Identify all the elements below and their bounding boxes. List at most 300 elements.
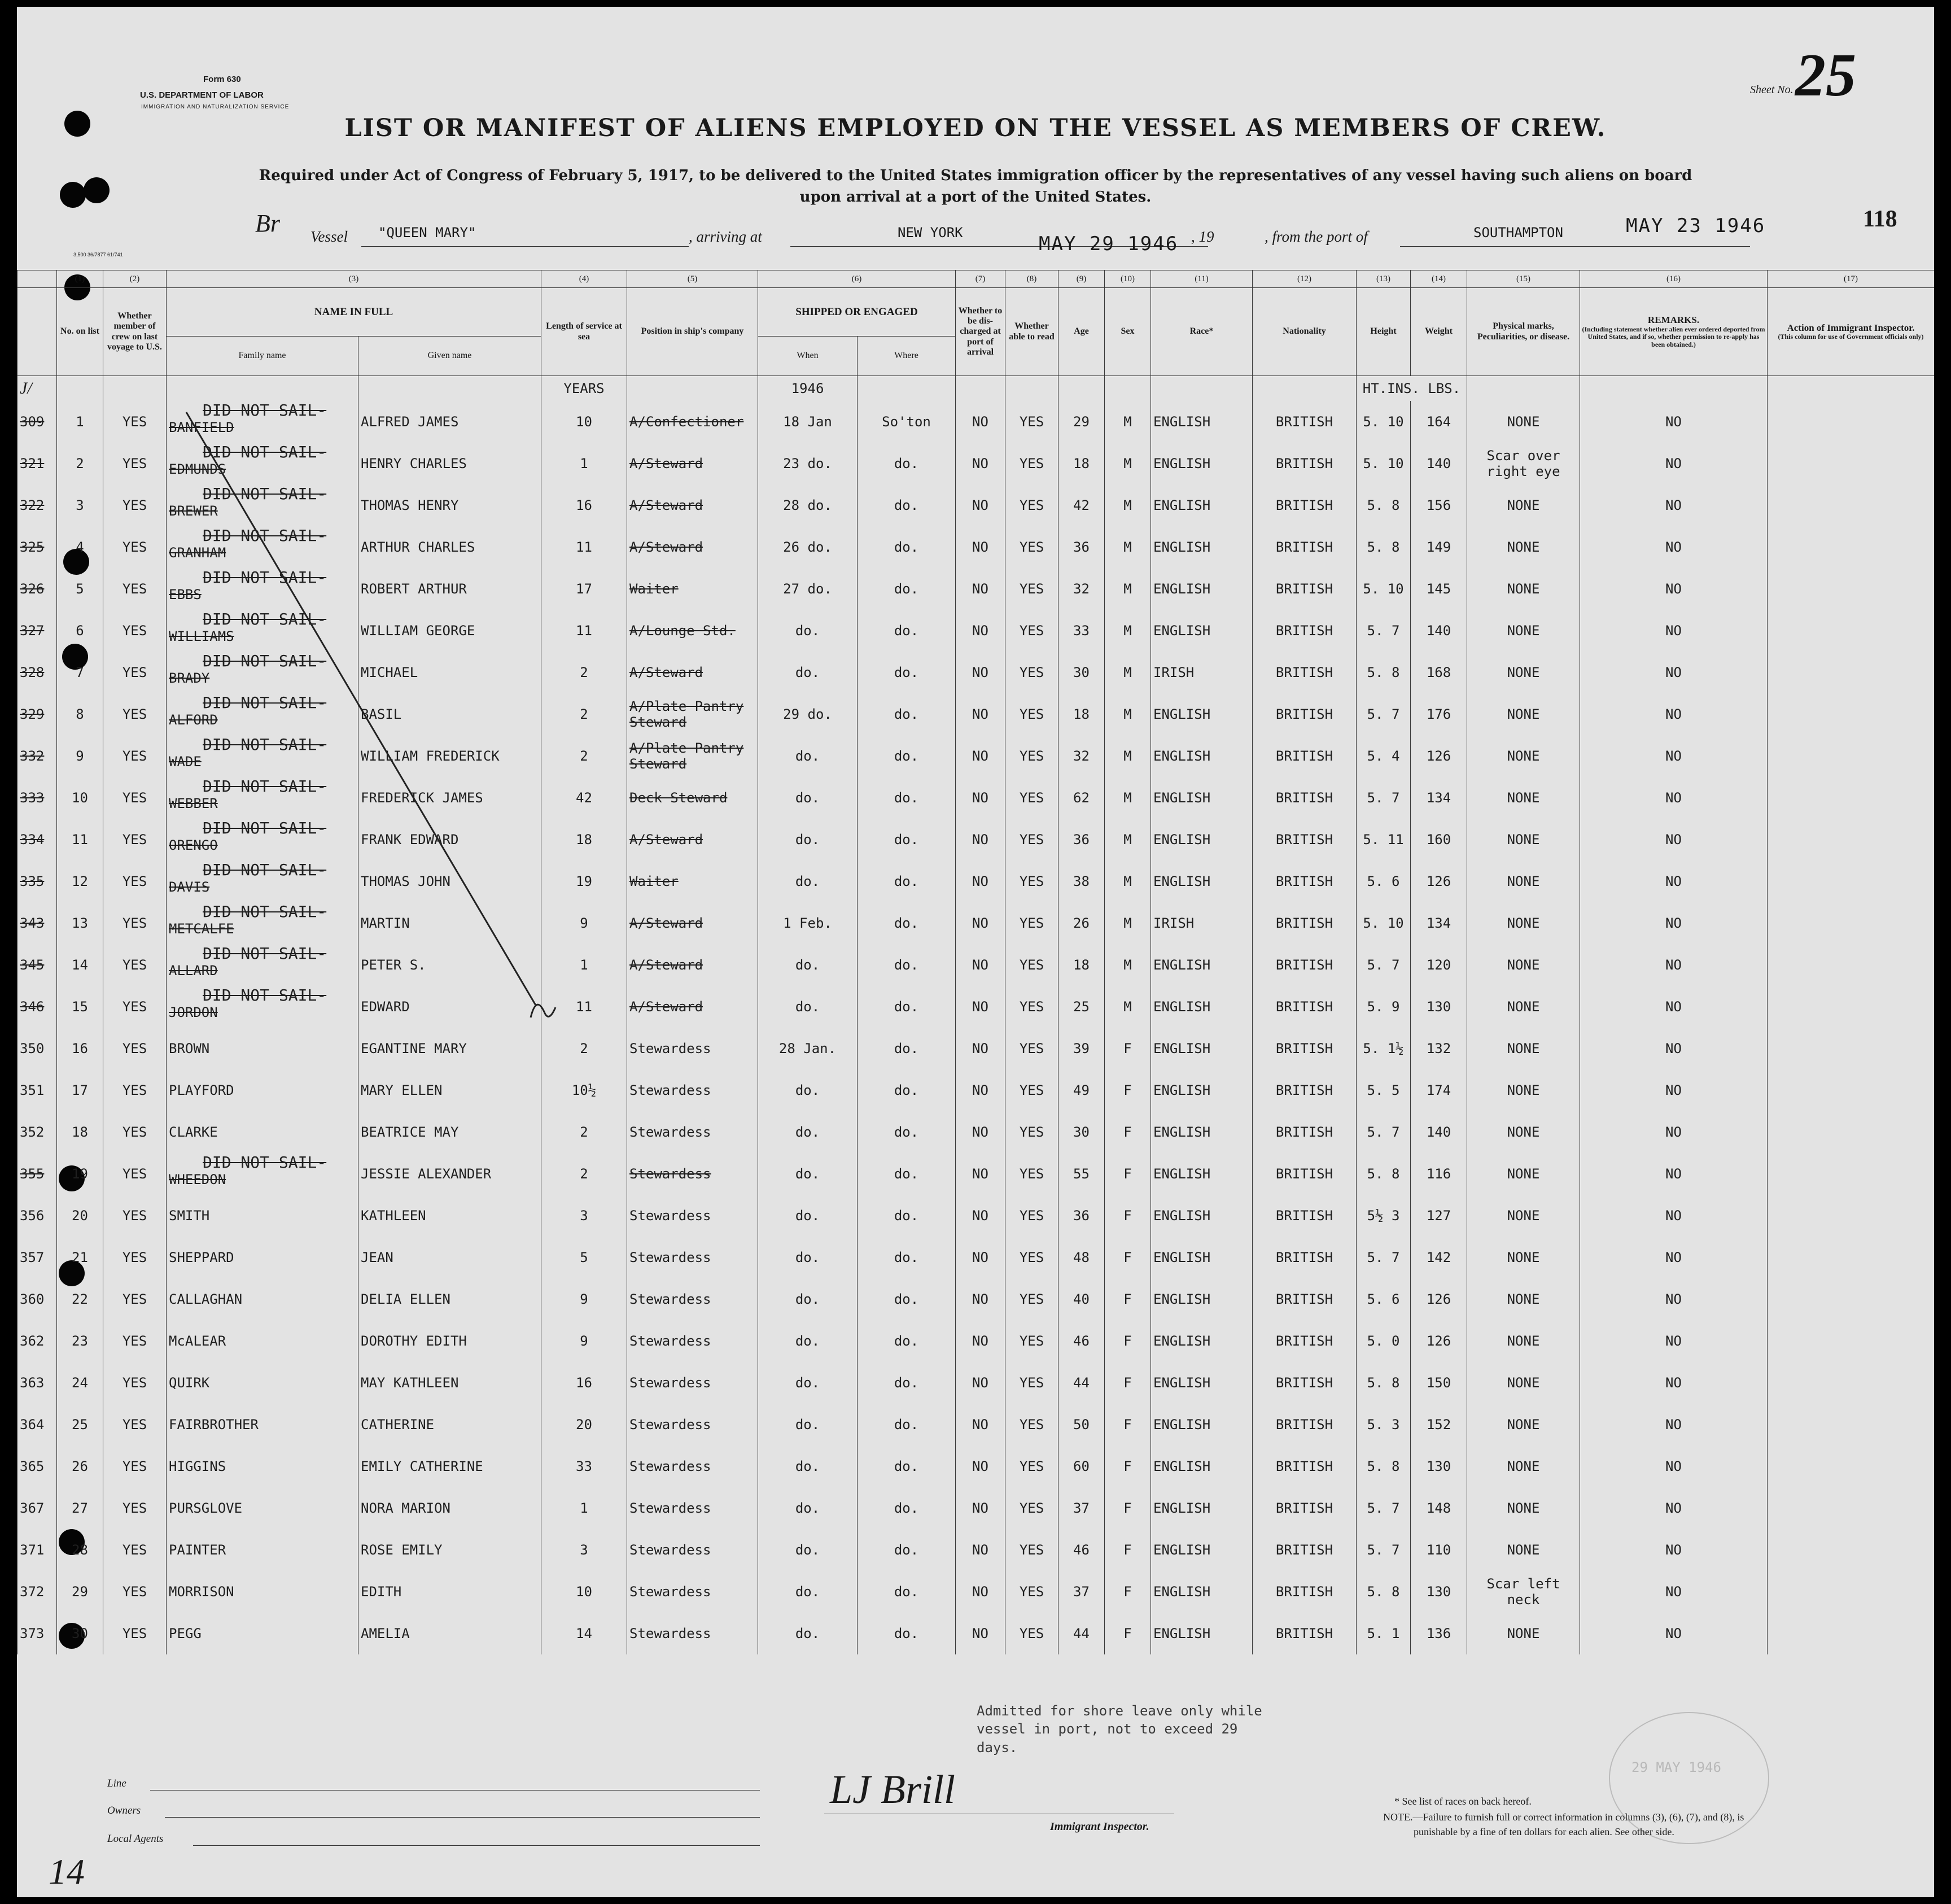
row-given-name: DELIA ELLEN (358, 1278, 541, 1320)
seal-text: 29 MAY 1946 (1631, 1759, 1721, 1775)
row-race: ENGLISH (1151, 986, 1253, 1028)
arriving-label: , arriving at (689, 228, 762, 245)
service-name: IMMIGRATION AND NATURALIZATION SERVICE (141, 104, 290, 110)
row-position: Stewardess (627, 1487, 758, 1529)
row-weight: 176 (1411, 693, 1467, 735)
row-nationality: BRITISH (1253, 1529, 1357, 1571)
page-title: LIST OR MANIFEST OF ALIENS EMPLOYED ON THE VESSEL AS MEMBERS OF CREW. (344, 114, 1607, 142)
row-nationality: BRITISH (1253, 401, 1357, 443)
row-remarks: NO (1580, 652, 1768, 693)
form-number: Form 630 (203, 75, 241, 84)
row-remarks: NO (1580, 1362, 1768, 1404)
handwritten-initials: Br (255, 209, 280, 237)
row-list-number: 26 (57, 1446, 103, 1487)
row-sex: M (1105, 610, 1151, 652)
row-given-name: PETER S. (358, 944, 541, 986)
did-not-sail-annotation: DID NOT SAIL- (203, 693, 327, 712)
row-able-to-read: YES (1005, 1111, 1058, 1153)
row-service: 1 (541, 1487, 627, 1529)
manifest-page (17, 7, 1934, 1897)
row-margin-number: 357 (18, 1237, 57, 1278)
row-last-voyage: YES (103, 861, 167, 902)
row-discharged: NO (956, 401, 1005, 443)
family-name-text: WEBBER (169, 795, 218, 811)
year-label: , 19 (1191, 228, 1214, 245)
row-race: ENGLISH (1151, 1069, 1253, 1111)
row-race: ENGLISH (1151, 1446, 1253, 1487)
row-given-name: MICHAEL (358, 652, 541, 693)
row-list-number: 21 (57, 1237, 103, 1278)
row-sex: F (1105, 1278, 1151, 1320)
row-age: 38 (1058, 861, 1105, 902)
row-physical-marks: NONE (1467, 861, 1580, 902)
row-margin-number: 356 (18, 1195, 57, 1237)
row-age: 50 (1058, 1404, 1105, 1446)
row-weight: 130 (1411, 1571, 1467, 1613)
sheet-number: 25 (1795, 42, 1856, 109)
row-race: ENGLISH (1151, 484, 1253, 526)
row-physical-marks: NONE (1467, 693, 1580, 735)
col-num: (2) (103, 270, 167, 288)
row-weight: 127 (1411, 1195, 1467, 1237)
row-position: Stewardess (627, 1571, 758, 1613)
row-age: 32 (1058, 735, 1105, 777)
row-margin-number: 325 (18, 526, 57, 568)
row-able-to-read: YES (1005, 1487, 1058, 1529)
row-able-to-read: YES (1005, 819, 1058, 861)
row-service: 9 (541, 902, 627, 944)
row-where: do. (858, 652, 956, 693)
arriving-port: NEW YORK (898, 225, 963, 241)
row-list-number: 6 (57, 610, 103, 652)
row-service: 2 (541, 693, 627, 735)
row-race: ENGLISH (1151, 610, 1253, 652)
row-last-voyage: YES (103, 1404, 167, 1446)
row-race: ENGLISH (1151, 1111, 1253, 1153)
row-remarks: NO (1580, 777, 1768, 819)
row-list-number: 7 (57, 652, 103, 693)
row-service: 10 (541, 1571, 627, 1613)
row-race: ENGLISH (1151, 693, 1253, 735)
row-able-to-read: YES (1005, 568, 1058, 610)
row-given-name: ALFRED JAMES (358, 401, 541, 443)
row-nationality: BRITISH (1253, 1320, 1357, 1362)
row-able-to-read: YES (1005, 652, 1058, 693)
row-height: 5. 6 (1357, 861, 1411, 902)
row-race: ENGLISH (1151, 1362, 1253, 1404)
row-margin-number: 352 (18, 1111, 57, 1153)
row-sex: F (1105, 1111, 1151, 1153)
row-when: do. (758, 861, 858, 902)
row-discharged: NO (956, 735, 1005, 777)
row-given-name: DOROTHY EDITH (358, 1320, 541, 1362)
row-position: A/Steward (627, 443, 758, 484)
family-name-text: DAVIS (169, 879, 210, 895)
row-physical-marks: NONE (1467, 568, 1580, 610)
row-margin-number: 362 (18, 1320, 57, 1362)
row-last-voyage: YES (103, 944, 167, 986)
action-note: (This column for use of Government officials only) (1778, 333, 1924, 341)
row-margin-number: 332 (18, 735, 57, 777)
row-remarks: NO (1580, 484, 1768, 526)
row-weight: 164 (1411, 401, 1467, 443)
row-given-name: JEAN (358, 1237, 541, 1278)
row-last-voyage: YES (103, 1111, 167, 1153)
row-nationality: BRITISH (1253, 1153, 1357, 1195)
row-weight: 126 (1411, 1278, 1467, 1320)
row-when: 28 Jan. (758, 1028, 858, 1069)
remarks-note: (Including statement whether alien ever ordered deported from United States, and if so, whether permission to re-apply has been obtained.) (1582, 325, 1765, 349)
row-position: A/Steward (627, 652, 758, 693)
row-last-voyage: YES (103, 1069, 167, 1111)
subtitle-line-2: upon arrival at a port of the United States. (799, 189, 1152, 206)
did-not-sail-annotation: DID NOT SAIL- (203, 401, 327, 420)
col-num: (3) (167, 270, 541, 288)
row-service: 5 (541, 1237, 627, 1278)
agents-underline (193, 1845, 760, 1846)
col-where: Where (858, 337, 956, 376)
row-given-name: EDWARD (358, 986, 541, 1028)
units-height-weight: HT.INS. LBS. (1357, 376, 1467, 401)
row-last-voyage: YES (103, 1237, 167, 1278)
row-margin-number: 373 (18, 1613, 57, 1654)
row-last-voyage: YES (103, 1362, 167, 1404)
row-last-voyage: YES (103, 443, 167, 484)
row-age: 33 (1058, 610, 1105, 652)
row-age: 46 (1058, 1529, 1105, 1571)
row-given-name: BEATRICE MAY (358, 1111, 541, 1153)
row-sex: M (1105, 568, 1151, 610)
row-service: 19 (541, 861, 627, 902)
row-where: do. (858, 443, 956, 484)
corner-mark: 14 (49, 1851, 85, 1892)
row-when: do. (758, 777, 858, 819)
row-weight: 120 (1411, 944, 1467, 986)
row-when: do. (758, 1237, 858, 1278)
row-able-to-read: YES (1005, 443, 1058, 484)
row-race: ENGLISH (1151, 777, 1253, 819)
row-remarks: NO (1580, 693, 1768, 735)
row-age: 26 (1058, 902, 1105, 944)
row-service: 33 (541, 1446, 627, 1487)
row-physical-marks: NONE (1467, 1529, 1580, 1571)
col-num: (11) (1151, 270, 1253, 288)
row-when: 29 do. (758, 693, 858, 735)
row-remarks: NO (1580, 1487, 1768, 1529)
row-age: 60 (1058, 1446, 1105, 1487)
row-weight: 174 (1411, 1069, 1467, 1111)
row-race: ENGLISH (1151, 1571, 1253, 1613)
row-able-to-read: YES (1005, 1571, 1058, 1613)
row-height: 5. 3 (1357, 1404, 1411, 1446)
row-last-voyage: YES (103, 819, 167, 861)
row-when: do. (758, 1153, 858, 1195)
row-sex: F (1105, 1362, 1151, 1404)
col-shipped-or-engaged: SHIPPED OR ENGAGED (758, 288, 956, 337)
row-when: do. (758, 610, 858, 652)
col-discharged: Whether to be dis-charged at port of arrival (956, 288, 1005, 376)
row-age: 55 (1058, 1153, 1105, 1195)
row-weight: 142 (1411, 1237, 1467, 1278)
row-weight: 152 (1411, 1404, 1467, 1446)
row-when: 26 do. (758, 526, 858, 568)
races-note: * See list of races on back hereof. (1394, 1796, 1532, 1807)
row-when: do. (758, 944, 858, 986)
row-where: do. (858, 1195, 956, 1237)
row-where: do. (858, 986, 956, 1028)
row-age: 36 (1058, 819, 1105, 861)
row-discharged: NO (956, 1487, 1005, 1529)
family-name-text: WILLIAMS (169, 628, 234, 644)
row-where: do. (858, 735, 956, 777)
row-able-to-read: YES (1005, 944, 1058, 986)
row-nationality: BRITISH (1253, 1446, 1357, 1487)
row-weight: 130 (1411, 1446, 1467, 1487)
row-discharged: NO (956, 568, 1005, 610)
row-remarks: NO (1580, 443, 1768, 484)
family-name-text: GRANHAM (169, 544, 226, 561)
row-list-number: 3 (57, 484, 103, 526)
row-service: 11 (541, 526, 627, 568)
row-weight: 126 (1411, 861, 1467, 902)
row-given-name: WILLIAM GEORGE (358, 610, 541, 652)
admitted-note: Admitted for shore leave only while vessel in port, not to exceed 29 days. (977, 1703, 1262, 1755)
line-underline (150, 1790, 760, 1791)
row-weight: 130 (1411, 986, 1467, 1028)
row-where: do. (858, 1111, 956, 1153)
row-weight: 149 (1411, 526, 1467, 568)
row-service: 16 (541, 1362, 627, 1404)
row-discharged: NO (956, 652, 1005, 693)
did-not-sail-annotation: DID NOT SAIL- (203, 526, 327, 545)
family-name-text: BREWER (169, 503, 218, 519)
row-nationality: BRITISH (1253, 1237, 1357, 1278)
row-remarks: NO (1580, 1069, 1768, 1111)
row-list-number: 11 (57, 819, 103, 861)
row-list-number: 14 (57, 944, 103, 986)
col-race: Race* (1151, 288, 1253, 376)
row-list-number: 12 (57, 861, 103, 902)
col-when: When (758, 337, 858, 376)
row-sex: M (1105, 944, 1151, 986)
row-when: do. (758, 652, 858, 693)
row-where: do. (858, 1028, 956, 1069)
row-given-name: JESSIE ALEXANDER (358, 1153, 541, 1195)
family-name-text: EBBS (169, 586, 202, 602)
row-margin-number: 372 (18, 1571, 57, 1613)
row-physical-marks: NONE (1467, 1028, 1580, 1069)
row-age: 25 (1058, 986, 1105, 1028)
local-agents-label: Local Agents (107, 1833, 164, 1845)
row-when: do. (758, 1613, 858, 1654)
row-list-number: 29 (57, 1571, 103, 1613)
row-remarks: NO (1580, 944, 1768, 986)
col-num: (10) (1105, 270, 1151, 288)
row-list-number: 1 (57, 401, 103, 443)
row-where: do. (858, 777, 956, 819)
row-age: 18 (1058, 693, 1105, 735)
row-when: 23 do. (758, 443, 858, 484)
row-height: 5. 10 (1357, 568, 1411, 610)
row-height: 5. 1 (1357, 1613, 1411, 1654)
col-num: (1) (57, 270, 103, 288)
row-remarks: NO (1580, 1404, 1768, 1446)
row-race: ENGLISH (1151, 819, 1253, 861)
row-discharged: NO (956, 861, 1005, 902)
row-list-number: 23 (57, 1320, 103, 1362)
row-given-name: EGANTINE MARY (358, 1028, 541, 1069)
subtitle-line-1: Required under Act of Congress of February 5, 1917, to be delivered to the United States immigration officer by the representatives of any vessel having such aliens on board (259, 167, 1692, 184)
row-last-voyage: YES (103, 1195, 167, 1237)
row-height: 5. 8 (1357, 1571, 1411, 1613)
row-position: Stewardess (627, 1613, 758, 1654)
row-position: Stewardess (627, 1362, 758, 1404)
row-given-name: ROSE EMILY (358, 1529, 541, 1571)
row-margin-number: 335 (18, 861, 57, 902)
print-stamp: 3,500 36/7877 61/741 (73, 252, 123, 257)
row-given-name: AMELIA (358, 1613, 541, 1654)
row-physical-marks: NONE (1467, 1613, 1580, 1654)
row-last-voyage: YES (103, 401, 167, 443)
row-list-number: 9 (57, 735, 103, 777)
row-race: ENGLISH (1151, 1320, 1253, 1362)
row-service: 1 (541, 443, 627, 484)
row-able-to-read: YES (1005, 1362, 1058, 1404)
row-nationality: BRITISH (1253, 1028, 1357, 1069)
row-weight: 110 (1411, 1529, 1467, 1571)
row-physical-marks: NONE (1467, 1487, 1580, 1529)
row-given-name: ARTHUR CHARLES (358, 526, 541, 568)
row-where: do. (858, 1153, 956, 1195)
row-remarks: NO (1580, 1278, 1768, 1320)
row-service: 20 (541, 1404, 627, 1446)
row-where: do. (858, 484, 956, 526)
row-age: 40 (1058, 1278, 1105, 1320)
row-physical-marks: NONE (1467, 1320, 1580, 1362)
col-name-in-full: NAME IN FULL (167, 288, 541, 337)
row-weight: 150 (1411, 1362, 1467, 1404)
row-weight: 140 (1411, 610, 1467, 652)
row-physical-marks: NONE (1467, 1069, 1580, 1111)
row-height: 5. 10 (1357, 401, 1411, 443)
row-physical-marks: NONE (1467, 484, 1580, 526)
row-discharged: NO (956, 1362, 1005, 1404)
row-discharged: NO (956, 1571, 1005, 1613)
row-where: do. (858, 1487, 956, 1529)
row-remarks: NO (1580, 1529, 1768, 1571)
row-remarks: NO (1580, 1446, 1768, 1487)
row-able-to-read: YES (1005, 1278, 1058, 1320)
row-able-to-read: YES (1005, 1529, 1058, 1571)
departure-date-stamp: MAY 23 1946 (1626, 215, 1766, 237)
row-able-to-read: YES (1005, 735, 1058, 777)
row-race: ENGLISH (1151, 861, 1253, 902)
row-position: A/Steward (627, 819, 758, 861)
row-remarks: NO (1580, 1320, 1768, 1362)
row-sex: F (1105, 1529, 1151, 1571)
did-not-sail-annotation: DID NOT SAIL- (203, 777, 327, 796)
row-height: 5. 8 (1357, 526, 1411, 568)
did-not-sail-annotation: DID NOT SAIL- (203, 986, 327, 1005)
row-last-voyage: YES (103, 484, 167, 526)
row-margin-number: 322 (18, 484, 57, 526)
row-list-number: 4 (57, 526, 103, 568)
row-given-name: WILLIAM FREDERICK (358, 735, 541, 777)
row-discharged: NO (956, 1404, 1005, 1446)
row-when: 28 do. (758, 484, 858, 526)
row-sex: M (1105, 819, 1151, 861)
row-where: do. (858, 1320, 956, 1362)
row-physical-marks: NONE (1467, 1278, 1580, 1320)
row-margin-number: 365 (18, 1446, 57, 1487)
row-weight: 136 (1411, 1613, 1467, 1654)
did-not-sail-annotation: DID NOT SAIL- (203, 861, 327, 879)
line-label: Line (107, 1778, 126, 1789)
row-discharged: NO (956, 944, 1005, 986)
row-sex: M (1105, 652, 1151, 693)
row-age: 36 (1058, 526, 1105, 568)
row-when: do. (758, 819, 858, 861)
row-physical-marks: NONE (1467, 1237, 1580, 1278)
row-service: 2 (541, 652, 627, 693)
row-position: Stewardess (627, 1529, 758, 1571)
units-service: YEARS (541, 376, 627, 401)
row-able-to-read: YES (1005, 1613, 1058, 1654)
row-physical-marks: Scar over right eye (1467, 443, 1580, 484)
row-when: 18 Jan (758, 401, 858, 443)
row-margin-number: 367 (18, 1487, 57, 1529)
row-last-voyage: YES (103, 1278, 167, 1320)
row-list-number: 15 (57, 986, 103, 1028)
row-discharged: NO (956, 484, 1005, 526)
row-age: 32 (1058, 568, 1105, 610)
row-family-name: MORRISON (167, 1571, 358, 1613)
row-physical-marks: NONE (1467, 652, 1580, 693)
row-discharged: NO (956, 1111, 1005, 1153)
row-position: Stewardess (627, 1153, 758, 1195)
row-family-name: HIGGINS (167, 1446, 358, 1487)
row-service: 10½ (541, 1069, 627, 1111)
row-weight: 132 (1411, 1028, 1467, 1069)
row-when: do. (758, 1446, 858, 1487)
row-list-number: 22 (57, 1278, 103, 1320)
row-family-name: PURSGLOVE (167, 1487, 358, 1529)
row-nationality: BRITISH (1253, 1278, 1357, 1320)
row-discharged: NO (956, 1446, 1005, 1487)
initials-mark (531, 1005, 555, 1017)
row-nationality: BRITISH (1253, 526, 1357, 568)
row-height: 5. 7 (1357, 1237, 1411, 1278)
row-nationality: BRITISH (1253, 484, 1357, 526)
row-given-name: KATHLEEN (358, 1195, 541, 1237)
row-given-name: EDITH (358, 1571, 541, 1613)
row-remarks: NO (1580, 610, 1768, 652)
row-service: 2 (541, 1111, 627, 1153)
col-num: (17) (1768, 270, 1935, 288)
row-height: 5. 7 (1357, 610, 1411, 652)
row-where: do. (858, 693, 956, 735)
col-num: (16) (1580, 270, 1768, 288)
row-last-voyage: YES (103, 1320, 167, 1362)
row-position: A/Steward (627, 986, 758, 1028)
row-remarks: NO (1580, 986, 1768, 1028)
row-service: 18 (541, 819, 627, 861)
row-margin-number: 355 (18, 1153, 57, 1195)
col-num: (5) (627, 270, 758, 288)
row-where: do. (858, 902, 956, 944)
row-remarks: NO (1580, 861, 1768, 902)
row-position: Stewardess (627, 1195, 758, 1237)
